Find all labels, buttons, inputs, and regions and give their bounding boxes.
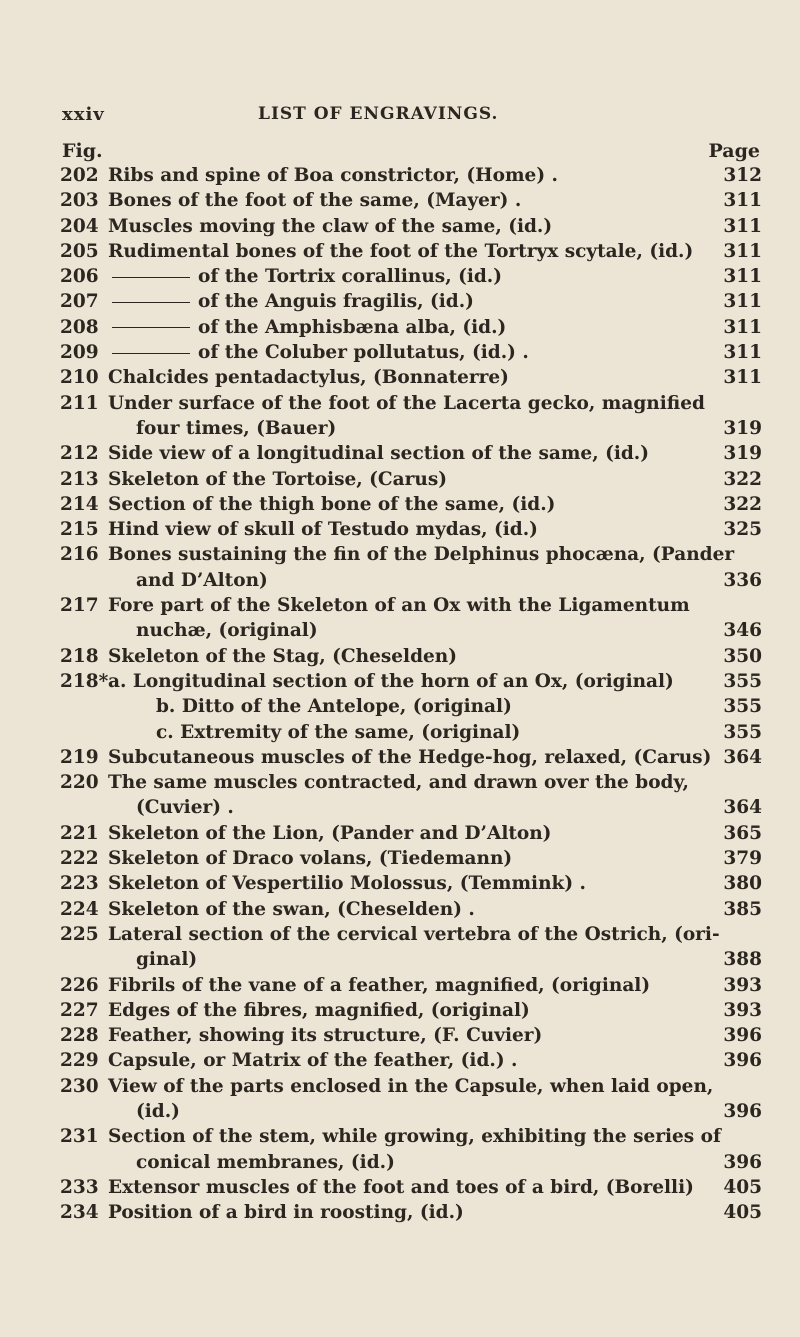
- fig-number: 231: [60, 1126, 99, 1148]
- page-ref: 396: [723, 1050, 762, 1072]
- page-ref: 311: [723, 215, 762, 237]
- entry-text: of the Anguis fragilis, (id.): [198, 291, 474, 313]
- entry-text: c. Extremity of the same, (original): [156, 721, 521, 743]
- fig-number: 227: [60, 999, 99, 1021]
- fig-number: 224: [60, 898, 99, 920]
- entry-text: Section of the stem, while growing, exhibiting the series of: [108, 1126, 721, 1148]
- entry-text-wrap: [108, 745, 711, 770]
- list-item: [60, 998, 770, 1023]
- entry-text-wrap: [108, 441, 649, 466]
- list-item: [60, 1099, 770, 1124]
- list-item: [60, 846, 770, 871]
- page-ref: 319: [723, 443, 762, 465]
- list-item: [60, 315, 770, 340]
- entry-text-wrap: [108, 517, 538, 542]
- page-ref: 346: [723, 620, 762, 642]
- entry-text: of the Tortrix corallinus, (id.): [198, 266, 502, 288]
- fig-number: 218*: [60, 670, 109, 692]
- entry-text: The same muscles contracted, and drawn over the body,: [108, 772, 689, 794]
- page-column-heading: Page: [708, 140, 760, 162]
- entry-text: Edges of the fibres, magnified, (original): [108, 999, 530, 1021]
- page-ref: 311: [723, 367, 762, 389]
- fig-number: 225: [60, 923, 99, 945]
- page-ref: 405: [723, 1202, 762, 1224]
- entry-text: Hind view of skull of Testudo mydas, (id.): [108, 519, 538, 541]
- page-ref: 311: [723, 342, 762, 364]
- engravings-list: [60, 163, 770, 1225]
- page-ref: 364: [723, 746, 762, 768]
- entry-text: Skeleton of the Stag, (Cheselden): [108, 645, 457, 667]
- ditto-dash: [112, 277, 190, 278]
- page-ref: 311: [723, 190, 762, 212]
- list-item: [60, 264, 770, 289]
- page-ref: 311: [723, 266, 762, 288]
- page-ref: 312: [723, 165, 762, 186]
- list-item: [60, 340, 770, 365]
- entry-text: Rudimental bones of the foot of the Tortryx scytale, (id.): [108, 240, 694, 262]
- fig-number: 218: [60, 645, 99, 667]
- entry-text: Bones of the foot of the same, (Mayer) .: [108, 190, 522, 212]
- entry-text-wrap: [108, 542, 734, 567]
- entry-text: Ribs and spine of Boa constrictor, (Home) .: [108, 165, 558, 186]
- fig-number: 220: [60, 772, 99, 794]
- fig-number: 229: [60, 1050, 99, 1072]
- fig-number: 210: [60, 367, 99, 389]
- list-item: [60, 770, 770, 795]
- list-item: [60, 720, 770, 745]
- entry-text-wrap: [108, 770, 689, 795]
- page-ref: 322: [723, 468, 762, 490]
- list-item: [60, 618, 770, 643]
- page-ref: 364: [723, 797, 762, 819]
- list-item: [60, 1074, 770, 1099]
- list-item: [60, 365, 770, 390]
- entry-text-wrap: [108, 365, 509, 390]
- list-item: [60, 821, 770, 846]
- entry-text-wrap: [108, 1175, 694, 1200]
- entry-text: a. Longitudinal section of the horn of an Ox, (original): [108, 670, 674, 692]
- entry-text-wrap: [108, 239, 693, 264]
- list-item: [60, 1124, 770, 1149]
- list-item: [60, 1023, 770, 1048]
- entry-text: Skeleton of the swan, (Cheselden) .: [108, 898, 475, 920]
- page-ref: 393: [723, 999, 762, 1021]
- list-item: [60, 492, 770, 517]
- entry-text: Bones sustaining the fin of the Delphinus phocæna, (Pander: [108, 544, 735, 566]
- entry-text: Side view of a longitudinal section of the same, (id.): [108, 443, 649, 465]
- entry-text: ginal): [136, 949, 198, 971]
- entry-text-wrap: [108, 922, 720, 947]
- entry-text: Capsule, or Matrix of the feather, (id.) .: [108, 1050, 518, 1072]
- entry-text-wrap: [136, 416, 336, 441]
- entry-text: Skeleton of the Lion, (Pander and D’Alton): [108, 822, 552, 844]
- fig-number: 209: [60, 342, 99, 364]
- list-item: [60, 973, 770, 998]
- fig-number: 228: [60, 1025, 99, 1047]
- list-item: [60, 593, 770, 618]
- list-item: [60, 391, 770, 416]
- page-ref: 385: [723, 898, 762, 920]
- list-item: [60, 947, 770, 972]
- page-ref: 379: [723, 848, 762, 870]
- entry-text-wrap: [108, 188, 521, 213]
- fig-number: 204: [60, 215, 99, 237]
- list-item: [60, 897, 770, 922]
- entry-text: Skeleton of Vespertilio Molossus, (Temmink) .: [108, 873, 586, 895]
- list-item: [60, 239, 770, 264]
- entry-text-wrap: [108, 492, 555, 517]
- entry-text-wrap: [136, 947, 197, 972]
- entry-text: Skeleton of Draco volans, (Tiedemann): [108, 848, 513, 870]
- fig-number: 205: [60, 240, 99, 262]
- fig-number: 233: [60, 1176, 99, 1198]
- fig-number: 234: [60, 1202, 99, 1224]
- entry-text: nuchæ, (original): [136, 620, 318, 642]
- list-item: [60, 1048, 770, 1073]
- entry-text-wrap: [108, 391, 705, 416]
- fig-column-heading: Fig.: [62, 140, 103, 162]
- list-item: [60, 745, 770, 770]
- entry-text-wrap: [108, 264, 502, 289]
- fig-number: 212: [60, 443, 99, 465]
- entry-text-wrap: [108, 821, 551, 846]
- page-ref: 396: [723, 1151, 762, 1173]
- entry-text-wrap: [136, 1150, 395, 1175]
- entry-text-wrap: [108, 1200, 464, 1225]
- fig-number: 211: [60, 392, 99, 414]
- entry-text-wrap: [108, 669, 674, 694]
- entry-text-wrap: [108, 897, 475, 922]
- entry-text: Extensor muscles of the foot and toes of a bird, (Borelli): [108, 1176, 694, 1198]
- page-number: xxiv: [62, 104, 105, 125]
- entry-text: of the Coluber pollutatus, (id.) .: [198, 342, 529, 364]
- entry-text: four times, (Bauer): [136, 417, 337, 439]
- entry-text: Position of a bird in roosting, (id.): [108, 1202, 464, 1224]
- list-item: [60, 1150, 770, 1175]
- page-ref: 355: [723, 670, 762, 692]
- fig-number: 202: [60, 165, 99, 186]
- list-item: [60, 669, 770, 694]
- page-ref: 319: [723, 417, 762, 439]
- page-ref: 336: [723, 569, 762, 591]
- entry-text-wrap: [108, 1074, 713, 1099]
- entry-text: of the Amphisbæna alba, (id.): [198, 316, 507, 338]
- entry-text-wrap: [156, 720, 520, 745]
- list-item: [60, 922, 770, 947]
- fig-number: 215: [60, 519, 99, 541]
- page-ref: 355: [723, 721, 762, 743]
- list-item: [60, 568, 770, 593]
- ditto-dash: [112, 353, 190, 354]
- entry-text-wrap: [108, 1048, 517, 1073]
- entry-text: conical membranes, (id.): [136, 1151, 395, 1173]
- entry-text-wrap: [108, 315, 506, 340]
- list-item: [60, 1175, 770, 1200]
- entry-text: Fibrils of the vane of a feather, magnified, (original): [108, 974, 651, 996]
- entry-text-wrap: [156, 694, 512, 719]
- entry-text-wrap: [108, 846, 512, 871]
- list-item: [60, 289, 770, 314]
- entry-text: (id.): [136, 1100, 180, 1122]
- column-headings: [62, 140, 770, 162]
- page-header: [62, 104, 760, 128]
- fig-number: 223: [60, 873, 99, 895]
- list-item: [60, 517, 770, 542]
- fig-number: 206: [60, 266, 99, 288]
- entry-text: and D’Alton): [136, 569, 268, 591]
- entry-text-wrap: [108, 998, 530, 1023]
- ditto-dash: [112, 302, 190, 303]
- entry-text-wrap: [108, 973, 650, 998]
- entry-text-wrap: [108, 644, 457, 669]
- entry-text: Chalcides pentadactylus, (Bonnaterre): [108, 367, 509, 389]
- fig-number: 207: [60, 291, 99, 313]
- page-ref: 325: [723, 519, 762, 541]
- fig-number: 213: [60, 468, 99, 490]
- list-item: [60, 416, 770, 441]
- list-item: [60, 163, 770, 188]
- entry-text: Feather, showing its structure, (F. Cuvier): [108, 1025, 543, 1047]
- fig-number: 222: [60, 848, 99, 870]
- fig-number: 214: [60, 493, 99, 515]
- entry-text: Subcutaneous muscles of the Hedge-hog, relaxed, (Carus): [108, 746, 712, 768]
- ditto-dash: [112, 327, 190, 328]
- entry-text-wrap: [108, 289, 474, 314]
- entry-text: b. Ditto of the Antelope, (original): [156, 696, 512, 718]
- entry-text: Section of the thigh bone of the same, (id.): [108, 493, 556, 515]
- page-ref: 365: [723, 822, 762, 844]
- fig-number: 217: [60, 595, 99, 617]
- entry-text: View of the parts enclosed in the Capsule, when laid open,: [108, 1075, 714, 1097]
- fig-number: 226: [60, 974, 99, 996]
- list-item: [60, 467, 770, 492]
- page-ref: 388: [723, 949, 762, 971]
- list-item: [60, 644, 770, 669]
- list-item: [60, 1200, 770, 1225]
- entry-text: Muscles moving the claw of the same, (id.): [108, 215, 553, 237]
- page-ref: 311: [723, 316, 762, 338]
- list-item: [60, 542, 770, 567]
- entry-text-wrap: [108, 593, 690, 618]
- page-ref: 350: [723, 645, 762, 667]
- list-item: [60, 871, 770, 896]
- running-title: LIST OF ENGRAVINGS.: [258, 104, 499, 124]
- entry-text-wrap: [108, 1124, 721, 1149]
- page-ref: 311: [723, 291, 762, 313]
- page-ref: 311: [723, 240, 762, 262]
- entry-text-wrap: [108, 1023, 542, 1048]
- page-ref: 396: [723, 1100, 762, 1122]
- page-ref: 355: [723, 696, 762, 718]
- fig-number: 230: [60, 1075, 99, 1097]
- entry-text-wrap: [136, 795, 234, 820]
- entry-text-wrap: [136, 618, 318, 643]
- fig-number: 216: [60, 544, 99, 566]
- fig-number: 221: [60, 822, 99, 844]
- entry-text-wrap: [136, 568, 268, 593]
- entry-text-wrap: [108, 214, 552, 239]
- list-item: [60, 694, 770, 719]
- entry-text: Fore part of the Skeleton of an Ox with the Ligamentum: [108, 595, 690, 617]
- entry-text: Skeleton of the Tortoise, (Carus): [108, 468, 448, 490]
- entry-text-wrap: [108, 871, 586, 896]
- fig-number: 203: [60, 190, 99, 212]
- entry-text-wrap: [136, 1099, 180, 1124]
- fig-number: 208: [60, 316, 99, 338]
- page-ref: 396: [723, 1025, 762, 1047]
- list-item: [60, 441, 770, 466]
- page-ref: 393: [723, 974, 762, 996]
- fig-number: 219: [60, 746, 99, 768]
- list-item: [60, 214, 770, 239]
- entry-text: (Cuvier) .: [136, 797, 234, 819]
- entry-text: Lateral section of the cervical vertebra of the Ostrich, (ori-: [108, 923, 720, 945]
- page-ref: 405: [723, 1176, 762, 1198]
- entry-text-wrap: [108, 163, 558, 188]
- list-item: [60, 795, 770, 820]
- list-item: [60, 188, 770, 213]
- page-ref: 322: [723, 493, 762, 515]
- entry-text: Under surface of the foot of the Lacerta gecko, magnified: [108, 392, 705, 414]
- entry-text-wrap: [108, 467, 447, 492]
- page-ref: 380: [723, 873, 762, 895]
- entry-text-wrap: [108, 340, 529, 365]
